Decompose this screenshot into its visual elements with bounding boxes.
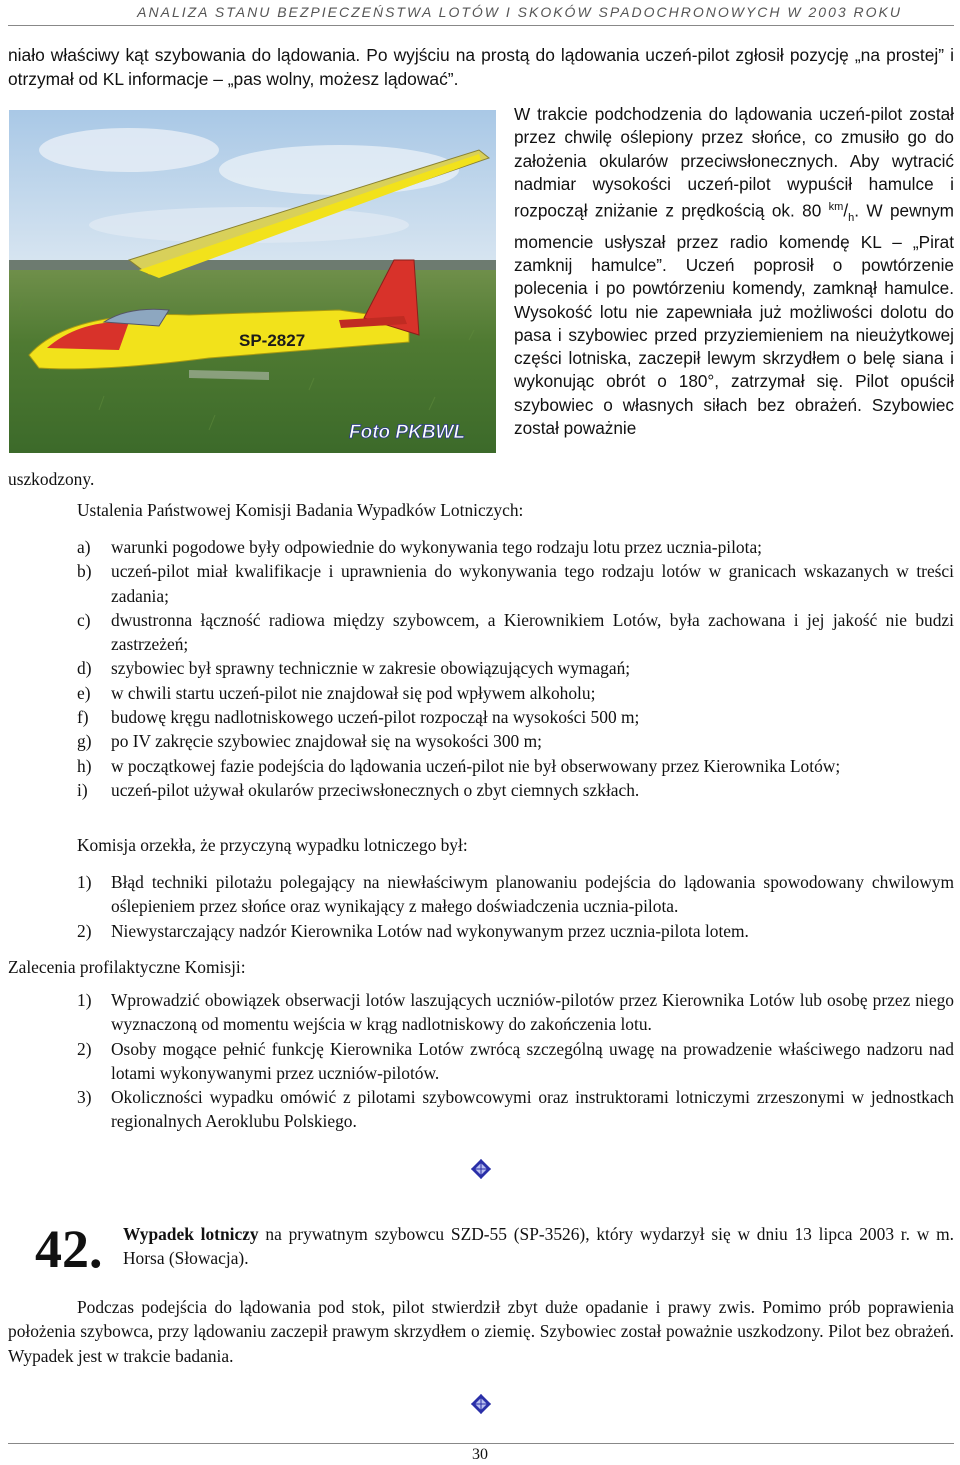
causes-list [8,870,954,943]
list-item: 2) Niewystarczający nadzór Kierownika Lotów nad wykonywanym przez ucznia-pilota lotem. [77,920,749,941]
list-item: h) w początkowej fazie podejścia do lądowania uczeń-pilot nie był obserwowany przez Kierownika Lotów; [77,755,841,776]
footer-rule [8,1443,954,1444]
accident-heading [123,1222,954,1271]
cause-title: Komisja orzekła, że przyczyną wypadku lotniczego był: [77,835,468,855]
list-item: 3) Okoliczności wypadku omówić z pilotami szybowcowymi oraz instruktorami lotniczymi zrzeszonymi w jednostkach regionalnych Aeroklubu Polskiego. [77,1087,954,1132]
speed-unit-slash: / [843,200,849,221]
list-item: i) uczeń-pilot używał okularów przeciwsłonecznych o zbyt ciemnych szkłach. [77,779,640,800]
list-item: 1) Błąd techniki pilotażu polegający na niewłaściwym planowaniu podejścia do lądowania spowodowany chwilowym oślepieniem przez słońce oraz wynikający z małego doświadczenia ucznia-pilota. [77,872,954,917]
list-item: c) dwustronna łączność radiowa między szybowcem, a Kierownikiem Lotów, była zachowana i jej jakość nie budzi zastrzeżeń; [77,609,954,655]
recommendations-list [8,988,954,1134]
photo-credit: Foto PKBWL [349,422,466,443]
accident-42-body: Podczas podejścia do lądowania pod stok, pilot stwierdził zbyt duże opadanie i prawy zwis. Pomimo prób poprawienia położenia szybowca, przy lądowaniu zaczepił prawym skrzydłem o ziemię. Szybowiec został poważnie uszkodzony. Pilot bez obrażeń. Wypadek jest w trakcie badania. [8,1297,954,1366]
description-part2: . W pewnym momencie usłyszał przez radio komendę KL – „Pirat zamknij hamulce”. Uczeń poprosił o powtórzenie polecenia i po powtórzeniu komendy, zamknął hamulce. Wysokość lotu nie zapewniała już możliwości dolotu do pasa i szybowiec przed przyziemieniem na nieużytkowej części lotniska, zaczepił lewym skrzydłem o belę siana i wykonując obrót o 180°, zatrzymał się. Pilot opuścił szybowiec o własnych siłach bez obrażeń. Szybowiec został poważnie [514,200,954,439]
intro-paragraph: niało właściwy kąt szybowania do lądowania. Po wyjściu na prostą do lądowania uczeń-pilot zgłosił pozycję „na prostej” i otrzymał od KL informacje – „pas wolny, możesz lądować”. [8,45,954,90]
accident-number: 42. [35,1219,103,1279]
list-item: d) szybowiec był sprawny technicznie w zakresie obowiązujących wymagań; [77,658,631,679]
accident-heading-bold: Wypadek lotniczy [123,1224,259,1244]
recommendations-title: Zalecenia profilaktyczne Komisji: [8,957,246,977]
diamond-separator-icon [470,1158,492,1180]
glider-registration: SP-2827 [239,331,306,350]
list-item: 2) Osoby mogące pełnić funkcję Kierownika Lotów zwrócą szczególną uwagę na prowadzenie właściwego nadzoru nad lotami wykonywanymi przez uczniów-pilotów. [77,1038,954,1083]
list-item: 1) Wprowadzić obowiązek obserwacji lotów laszujących uczniów-pilotów przez Kierownika Lotów lub osobę przez niego wyznaczoną od momentu wejścia w krąg nadlotniskowy do zakończenia lotu. [77,990,954,1035]
page-number: 30 [472,1446,488,1463]
uszkodzony-text: uszkodzony. [8,469,95,489]
speed-unit-h: h [848,212,855,225]
accident-description [514,103,954,440]
diamond-separator-icon [470,1393,492,1415]
description-part1: W trakcie podchodzenia do lądowania uczeń-pilot został przez chwilę oślepiony przez słońce, co zmusiło go do założenia okularów przeciwsłonecznych. Aby wytracić nadmiar wysokości uczeń-pilot wypuścił hamulce i rozpoczął zniżanie z prędkością ok. 80 [514,104,954,221]
list-item: b) uczeń-pilot miał kwalifikacje i uprawnienia do wykonywania tego rodzaju lotów w granicach wskazanych w treści zadania; [77,561,954,606]
list-item: a) warunki pogodowe były odpowiednie do wykonywania tego rodzaju lotu przez ucznia-pilota; [77,537,763,557]
running-header: ANALIZA STANU BEZPIECZEŃSTWA LOTÓW I SKOKÓW SPADOCHRONOWYCH W 2003 ROKU [137,4,902,20]
speed-unit-km: km [828,201,844,214]
list-item: f) budowę kręgu nadlotniskowego uczeń-pilot rozpoczął na wysokości 500 m; [77,707,640,728]
header-rule [8,25,954,26]
list-item: e) w chwili startu uczeń-pilot nie znajdował się pod wpływem alkoholu; [77,682,596,703]
accident-heading-text: na prywatnym szybowcu SZD-55 (SP-3526), który wydarzył się w dniu 13 lipca 2003 r. w m. Horsa (Słowacja). [123,1224,954,1269]
findings-title: Ustalenia Państwowej Komisji Badania Wypadków Lotniczych: [77,500,524,520]
findings-list [8,535,954,802]
glider-photo-svg [9,110,496,453]
list-item: g) po IV zakręcie szybowiec znajdował się na wysokości 300 m; [77,731,542,752]
glider-photo [9,110,496,453]
